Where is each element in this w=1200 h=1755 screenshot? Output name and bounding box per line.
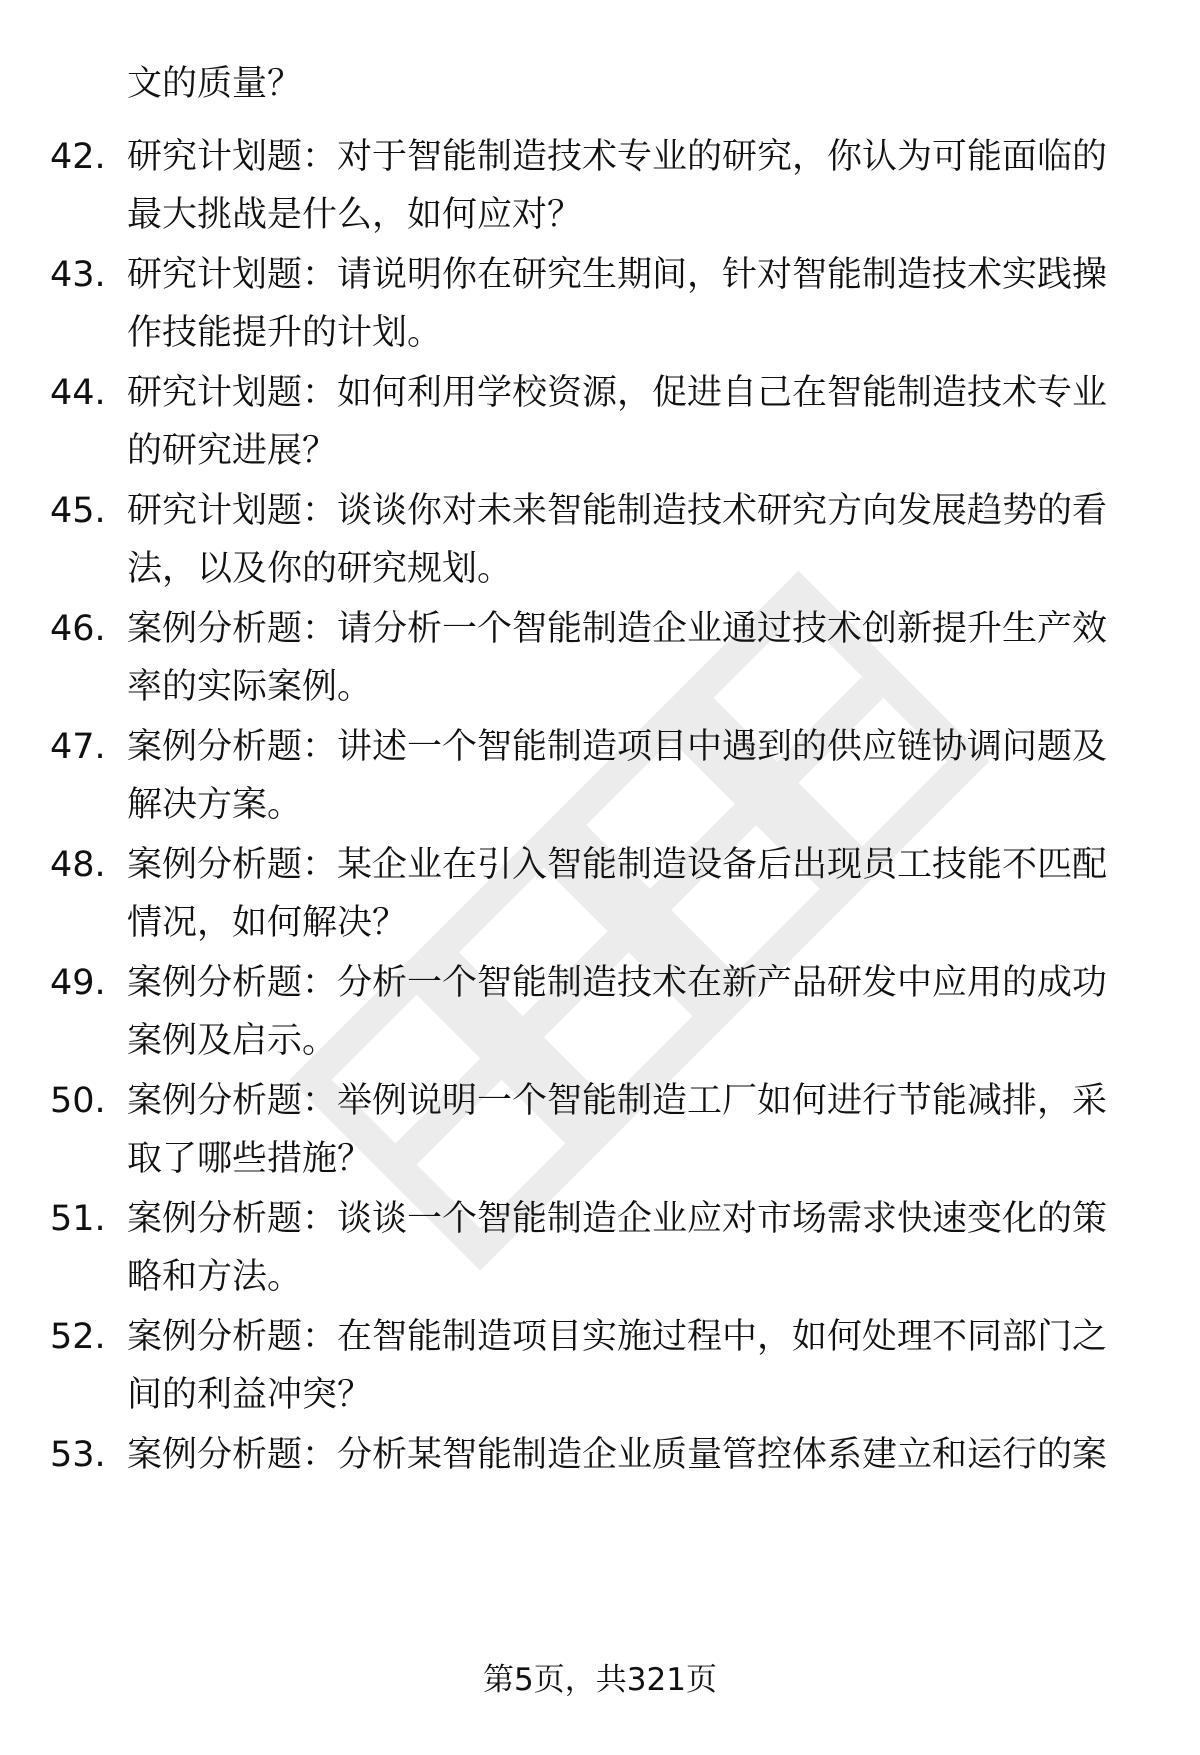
item-number: 53. [50, 1435, 106, 1475]
item-number: 45. [50, 491, 106, 531]
item-number: 52. [50, 1317, 106, 1357]
item-text: 研究计划题：谈谈你对未来智能制造技术研究方向发展趋势的看 法，以及你的研究规划。 [127, 491, 1108, 589]
item-text: 案例分析题：谈谈一个智能制造企业应对市场需求快速变化的策 略和方法。 [127, 1199, 1108, 1297]
continued-line: 文的质量？ [127, 64, 303, 104]
item-number: 49. [50, 963, 106, 1003]
item-number: 43. [50, 255, 106, 295]
item-number: 50. [50, 1081, 106, 1121]
item-number: 46. [50, 609, 106, 649]
item-text: 案例分析题：请分析一个智能制造企业通过技术创新提升生产效 率的实际案例。 [127, 609, 1108, 707]
item-text: 研究计划题：请说明你在研究生期间，针对智能制造技术实践操 作技能提升的计划。 [127, 255, 1108, 353]
item-number: 44. [50, 373, 106, 413]
item-number: 42. [50, 137, 106, 177]
page-number: 第5页，共321页 [483, 1662, 717, 1698]
item-text: 案例分析题：举例说明一个智能制造工厂如何进行节能减排，采 取了哪些措施？ [127, 1081, 1108, 1179]
item-text: 研究计划题：对于智能制造技术专业的研究，你认为可能面临的 最大挑战是什么，如何应对？ [127, 137, 1108, 235]
item-text: 案例分析题：讲述一个智能制造项目中遇到的供应链协调问题及 解决方案。 [127, 727, 1108, 825]
item-text: 案例分析题：在智能制造项目实施过程中，如何处理不同部门之 间的利益冲突？ [127, 1317, 1108, 1415]
item-text: 案例分析题：分析一个智能制造技术在新产品研发中应用的成功 案例及启示。 [127, 963, 1108, 1061]
item-text: 研究计划题：如何利用学校资源，促进自己在智能制造技术专业 的研究进展？ [127, 373, 1108, 471]
item-number: 51. [50, 1199, 106, 1239]
item-text: 案例分析题：某企业在引入智能制造设备后出现员工技能不匹配 情况，如何解决？ [127, 845, 1108, 943]
item-number: 48. [50, 845, 106, 885]
item-text: 案例分析题：分析某智能制造企业质量管控体系建立和运行的案 [127, 1435, 1108, 1475]
item-number: 47. [50, 727, 106, 767]
